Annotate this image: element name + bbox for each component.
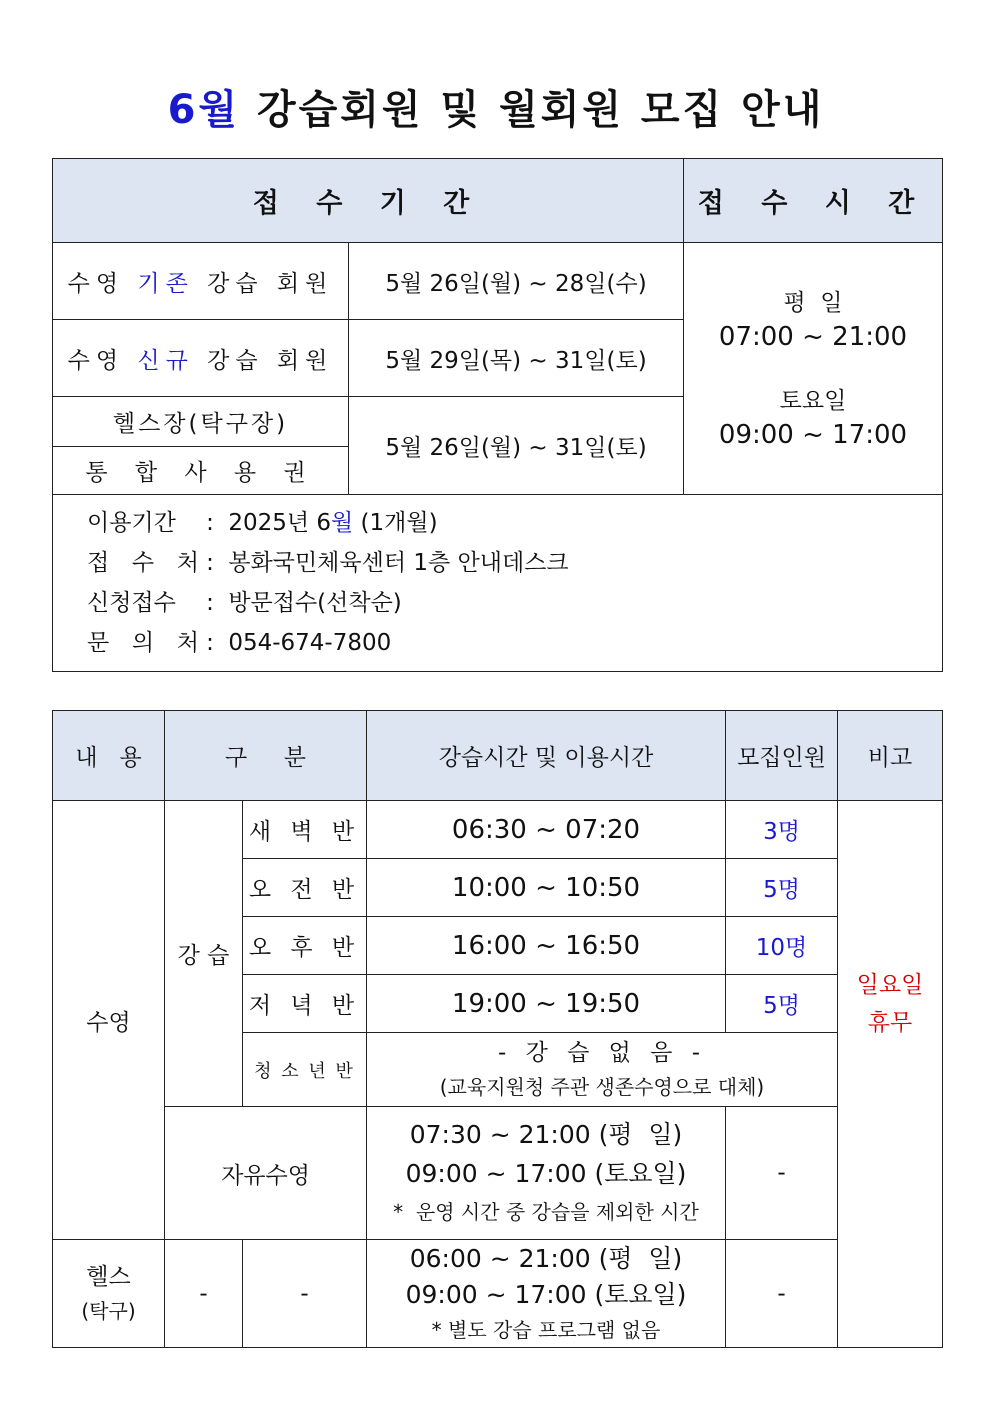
youth-class-name: 청 소 년 반 xyxy=(243,1033,367,1107)
row-existing-label xyxy=(53,243,349,320)
info-label: 신청접수 xyxy=(87,590,176,616)
row-new-label xyxy=(53,320,349,397)
header-remark: 비고 xyxy=(838,711,943,801)
info-apply xyxy=(87,583,942,623)
info-label: 접 수 처 xyxy=(87,550,199,576)
row-gym-label: 헬스장(탁구장) xyxy=(53,397,349,447)
header-reception-period: 접 수 기 간 xyxy=(53,159,684,243)
row-highlight: 기존 xyxy=(137,270,194,297)
info-label: 문 의 처 xyxy=(87,630,199,656)
row-new-period: 5월 29일(목) ~ 31일(토) xyxy=(349,320,684,397)
class-count: 3명 xyxy=(726,801,838,859)
info-usage xyxy=(87,503,942,543)
saturday-time: 09:00 ~ 17:00 xyxy=(718,419,908,450)
info-label: 이용기간 xyxy=(87,510,176,536)
row-pass-label: 통 합 사 용 권 xyxy=(53,447,349,495)
class-name: 새 벽 반 xyxy=(243,801,367,859)
free-swim-count: - xyxy=(726,1107,838,1240)
weekday-label: 평 일 xyxy=(783,289,843,316)
saturday-label: 토요일 xyxy=(779,387,847,414)
class-count: 5명 xyxy=(726,859,838,917)
schedule-table xyxy=(52,710,943,1348)
info-value: 방문접수(선착순) xyxy=(228,590,402,616)
remark-line2: 휴무 xyxy=(867,1010,913,1036)
class-count: 5명 xyxy=(726,975,838,1033)
info-colon: : xyxy=(206,550,214,576)
health-label1: 헬스 xyxy=(86,1263,131,1290)
header-category: 구 분 xyxy=(165,711,367,801)
info-block xyxy=(53,495,943,672)
health-count: - xyxy=(726,1240,838,1348)
row-suffix: 강습 회원 xyxy=(207,347,334,374)
info-value: 2025년 6 xyxy=(228,510,332,536)
header-count: 모집인원 xyxy=(726,711,838,801)
info-value: 054-674-7800 xyxy=(228,630,392,656)
info-colon: : xyxy=(206,590,214,616)
health-line2: 09:00 ~ 17:00 (토요일) xyxy=(405,1279,687,1309)
info-value-rest: (1개월) xyxy=(353,510,438,536)
remark-cell xyxy=(838,801,943,1348)
class-time: 06:30 ~ 07:20 xyxy=(367,801,726,859)
remark-line1: 일요일 xyxy=(856,972,924,998)
free-swim-label: 자유수영 xyxy=(165,1107,367,1240)
class-name: 오 후 반 xyxy=(243,917,367,975)
class-count: 10명 xyxy=(726,917,838,975)
row-prefix: 수영 xyxy=(67,347,125,374)
header-time: 강습시간 및 이용시간 xyxy=(367,711,726,801)
class-time: 16:00 ~ 16:50 xyxy=(367,917,726,975)
health-col3: - xyxy=(243,1240,367,1348)
health-line1: 06:00 ~ 21:00 (평 일) xyxy=(409,1243,683,1273)
youth-line1: - 강 습 없 음 - xyxy=(497,1039,707,1066)
class-time: 19:00 ~ 19:50 xyxy=(367,975,726,1033)
youth-class-info xyxy=(367,1033,838,1107)
class-time: 10:00 ~ 10:50 xyxy=(367,859,726,917)
health-label2: (탁구) xyxy=(81,1298,136,1323)
title-month: 6월 xyxy=(167,87,241,133)
lesson-label: 강 습 xyxy=(165,801,243,1107)
youth-line2: (교육지원청 주관 생존수영으로 대체) xyxy=(439,1074,765,1099)
info-month: 월 xyxy=(331,510,354,536)
health-label xyxy=(53,1240,165,1348)
swim-label: 수영 xyxy=(53,801,165,1240)
class-name: 오 전 반 xyxy=(243,859,367,917)
health-col2: - xyxy=(165,1240,243,1348)
info-colon: : xyxy=(206,630,214,656)
info-contact xyxy=(87,623,942,663)
row-suffix: 강습 회원 xyxy=(207,270,334,297)
free-swim-line3: * 운영 시간 중 강습을 제외한 시간 xyxy=(393,1199,699,1224)
weekday-time: 07:00 ~ 21:00 xyxy=(718,321,908,352)
free-swim-line1: 07:30 ~ 21:00 (평 일) xyxy=(409,1119,683,1149)
free-swim-line2: 09:00 ~ 17:00 (토요일) xyxy=(405,1158,687,1188)
header-content: 내 용 xyxy=(53,711,165,801)
health-line3: * 별도 강습 프로그램 없음 xyxy=(431,1317,661,1342)
free-swim-time xyxy=(367,1107,726,1240)
info-colon: : xyxy=(206,510,214,536)
reception-table xyxy=(52,158,943,672)
row-prefix: 수영 xyxy=(67,270,125,297)
title-text: 강습회원 및 월회원 모집 안내 xyxy=(257,87,825,133)
row-gym-period: 5월 26일(월) ~ 31일(토) xyxy=(349,397,684,495)
class-name: 저 녁 반 xyxy=(243,975,367,1033)
page-title xyxy=(0,78,992,135)
info-place xyxy=(87,543,942,583)
info-value: 봉화국민체육센터 1층 안내데스크 xyxy=(228,550,569,576)
header-reception-time: 접 수 시 간 xyxy=(684,159,943,243)
reception-hours xyxy=(684,243,943,495)
row-existing-period: 5월 26일(월) ~ 28일(수) xyxy=(349,243,684,320)
row-highlight: 신규 xyxy=(137,347,194,374)
health-time xyxy=(367,1240,726,1348)
